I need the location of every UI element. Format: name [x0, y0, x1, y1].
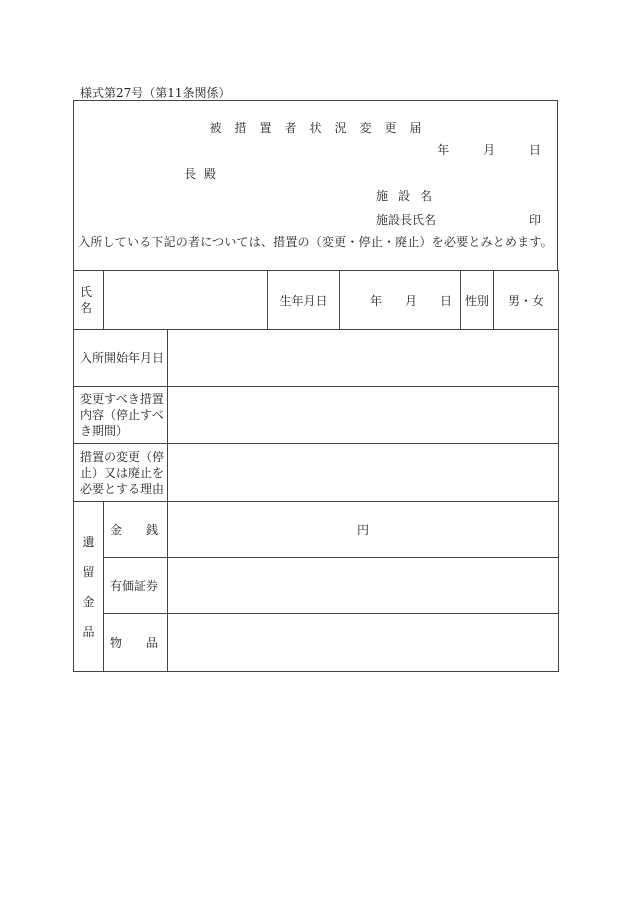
name-row — [74, 271, 559, 330]
name-label: 氏 名 — [74, 271, 104, 330]
goods-field[interactable] — [168, 614, 559, 672]
seal-mark: 印 — [528, 213, 541, 227]
change-content-label: 変更すべき措置内容（停止すべき期間） — [74, 387, 168, 444]
form-number: 様式第27号（第11条関係） — [80, 86, 231, 100]
submission-date — [407, 141, 541, 158]
facility-name-label: 施設名 — [376, 189, 443, 203]
date-year-label: 年 — [437, 143, 450, 157]
birthdate-label: 生年月日 — [268, 271, 340, 330]
name-field[interactable] — [104, 271, 268, 330]
belongings-label — [74, 502, 104, 672]
reason-row — [74, 444, 559, 502]
date-day-label: 日 — [528, 143, 541, 157]
birthdate-day-label: 日 — [439, 293, 452, 308]
admission-date-field[interactable] — [168, 330, 559, 387]
recipient-label: 長殿 — [184, 167, 225, 181]
admission-date-label: 入所開始年月日 — [74, 330, 168, 387]
money-label: 金 銭 — [104, 502, 168, 558]
belongings-char-4: 品 — [82, 624, 95, 639]
statement-text: 入所している下記の者については、措置の（変更・停止・廃止）を必要とみとめます。 — [78, 235, 553, 249]
birthdate-year-label: 年 — [370, 293, 383, 308]
goods-row — [74, 614, 559, 672]
belongings-char-2: 留 — [82, 564, 95, 579]
belongings-char-3: 金 — [82, 594, 95, 609]
reason-field[interactable] — [168, 444, 559, 502]
form-title: 被措置者状況変更届 — [209, 121, 435, 135]
securities-field[interactable] — [168, 558, 559, 614]
money-row — [74, 502, 559, 558]
admission-date-row — [74, 330, 559, 387]
director-name-label: 施設長氏名 — [376, 213, 437, 227]
money-unit: 円 — [356, 523, 369, 537]
gender-label: 性別 — [461, 271, 494, 330]
details-table — [73, 270, 559, 672]
birthdate-month-label: 月 — [404, 293, 417, 308]
reason-label: 措置の変更（停止）又は廃止を必要とする理由 — [74, 444, 168, 502]
securities-row — [74, 558, 559, 614]
gender-options[interactable]: 男・女 — [494, 271, 559, 330]
goods-label: 物 品 — [104, 614, 168, 672]
form-header — [73, 100, 558, 270]
belongings-char-1: 遺 — [82, 534, 95, 549]
money-field[interactable] — [168, 502, 559, 558]
birthdate-field[interactable] — [340, 271, 461, 330]
change-content-field[interactable] — [168, 387, 559, 444]
securities-label: 有価証券 — [104, 558, 168, 614]
change-content-row — [74, 387, 559, 444]
date-month-label: 月 — [483, 143, 496, 157]
